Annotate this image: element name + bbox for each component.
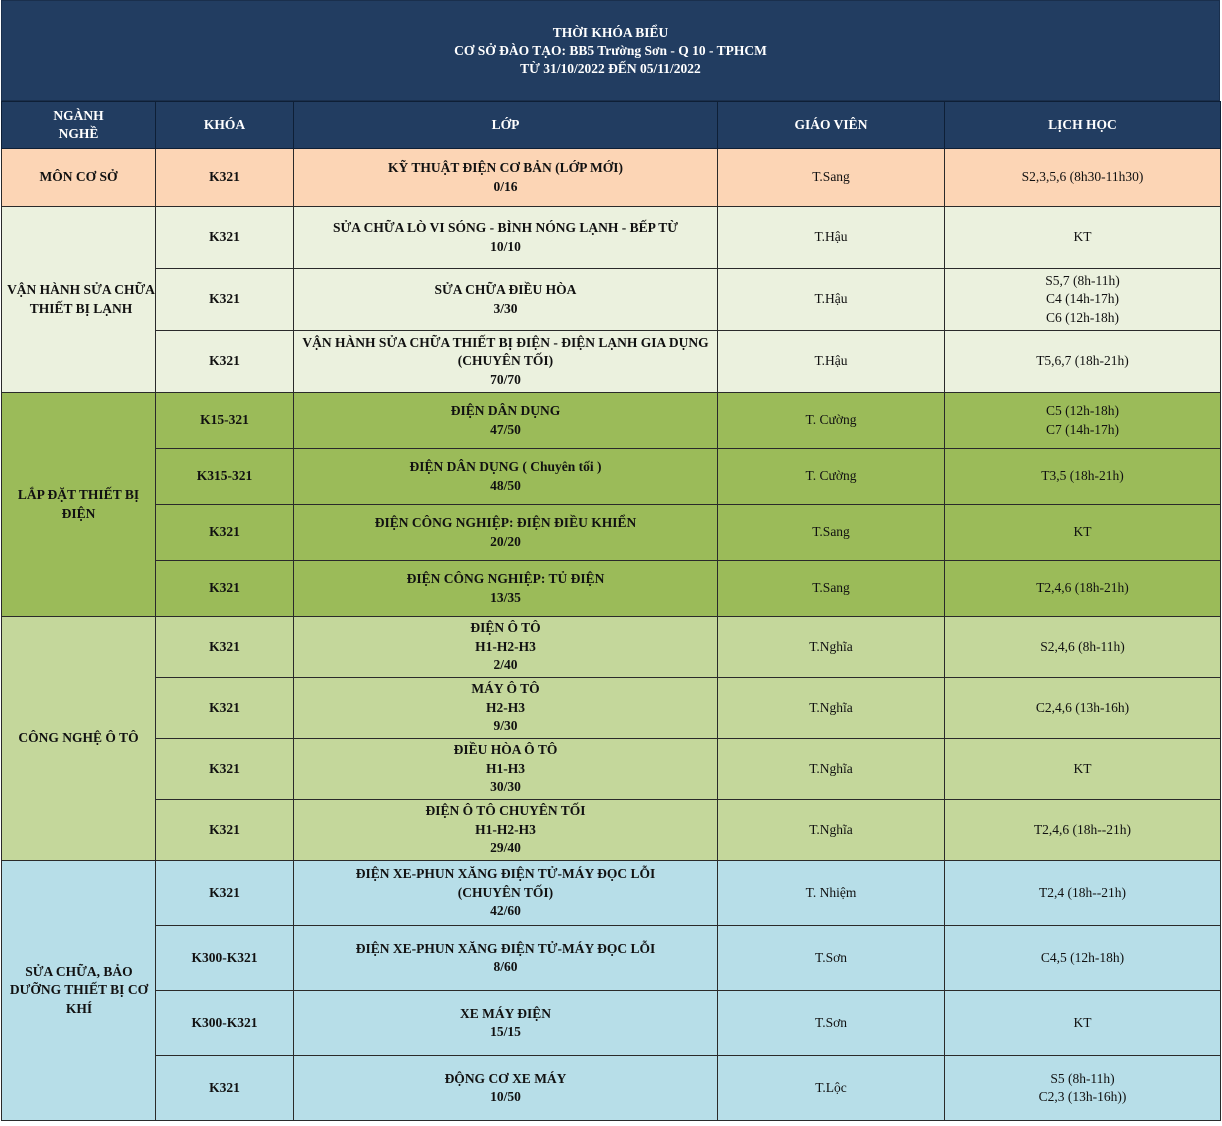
class-name-line: (CHUYÊN TỐI) <box>457 884 554 900</box>
khoa-cell: K300-K321 <box>156 926 294 991</box>
schedule-line: S5,7 (8h-11h) <box>1045 272 1120 288</box>
class-cell <box>294 393 718 449</box>
class-name-line: ĐIỆN XE-PHUN XĂNG ĐIỆN TỬ-MÁY ĐỌC LỖI <box>355 940 656 956</box>
khoa-cell: K321 <box>156 561 294 617</box>
class-enrollment: 9/30 <box>493 718 518 734</box>
table-row <box>2 926 1221 991</box>
class-enrollment: 3/30 <box>493 300 518 316</box>
class-name-line: ĐIỆN Ô TÔ CHUYÊN TỐI <box>425 803 586 819</box>
khoa-cell: K321 <box>156 505 294 561</box>
table-row <box>2 1056 1221 1121</box>
teacher-cell: T.Sang <box>718 561 945 617</box>
class-name-line: ĐIỆN CÔNG NGHIỆP: ĐIỆN ĐIỀU KHIỂN <box>374 515 637 530</box>
schedule-line: S2,4,6 (8h-11h) <box>1040 638 1125 654</box>
teacher-cell: T.Nghĩa <box>718 739 945 800</box>
khoa-cell: K321 <box>156 1056 294 1121</box>
class-enrollment: 0/16 <box>493 178 518 194</box>
schedule-line: KT <box>1073 760 1092 776</box>
table-row <box>2 561 1221 617</box>
schedule-cell <box>945 861 1221 926</box>
table-row <box>2 861 1221 926</box>
teacher-cell: T.Sơn <box>718 926 945 991</box>
table-row <box>2 678 1221 739</box>
teacher-cell: T.Sang <box>718 505 945 561</box>
khoa-cell: K315-321 <box>156 449 294 505</box>
class-name-line: SỬA CHỮA ĐIỀU HÒA <box>434 282 577 297</box>
column-header-lichhoc: LỊCH HỌC <box>945 102 1221 149</box>
class-name-line: H2-H3 <box>486 699 525 715</box>
table-row <box>2 393 1221 449</box>
class-enrollment: 15/15 <box>490 1024 521 1039</box>
class-enrollment: 70/70 <box>490 371 521 387</box>
schedule-cell <box>945 331 1221 393</box>
teacher-cell: T.Lộc <box>718 1056 945 1121</box>
schedule-cell <box>945 505 1221 561</box>
schedule-line: C2,4,6 (13h-16h) <box>1035 699 1130 715</box>
class-cell <box>294 449 718 505</box>
class-name-line: ĐIỆN CÔNG NGHIỆP: TỦ ĐIỆN <box>406 571 605 586</box>
teacher-cell: T.Hậu <box>718 207 945 269</box>
column-header-nganh-label: NGÀNH NGHỀ <box>53 107 104 141</box>
khoa-cell: K321 <box>156 861 294 926</box>
teacher-cell: T.Nghĩa <box>718 800 945 861</box>
column-header-lop: LỚP <box>294 102 718 149</box>
khoa-cell: K321 <box>156 331 294 393</box>
table-row <box>2 331 1221 393</box>
class-enrollment: 10/10 <box>490 238 521 254</box>
table-row <box>2 207 1221 269</box>
group-name-cell <box>2 617 156 861</box>
group-name: MÔN CƠ SỞ <box>39 169 118 185</box>
schedule-line: C4 (14h-17h) <box>1045 291 1120 307</box>
schedule-cell <box>945 207 1221 269</box>
table-row <box>2 269 1221 331</box>
khoa-cell: K321 <box>156 269 294 331</box>
column-header-nganh <box>2 102 156 149</box>
schedule-line: T2,4,6 (18h-21h) <box>1036 580 1129 596</box>
class-cell <box>294 678 718 739</box>
class-name-line: VẬN HÀNH SỬA CHỮA THIẾT BỊ ĐIỆN - ĐIỆN LẠNH GIA DỤNG <box>302 334 709 350</box>
schedule-cell <box>945 149 1221 207</box>
class-cell <box>294 991 718 1056</box>
khoa-cell: K321 <box>156 678 294 739</box>
class-cell <box>294 149 718 207</box>
schedule-line: C5 (12h-18h) <box>1045 403 1120 418</box>
class-cell <box>294 800 718 861</box>
table-row <box>2 739 1221 800</box>
class-cell <box>294 505 718 561</box>
schedule-cell <box>945 1056 1221 1121</box>
teacher-cell: T. Cường <box>718 393 945 449</box>
schedule-cell <box>945 678 1221 739</box>
column-header-khoa: KHÓA <box>156 102 294 149</box>
khoa-cell: K300-K321 <box>156 991 294 1056</box>
class-enrollment: 13/35 <box>490 589 521 605</box>
group-name-cell <box>2 207 156 393</box>
schedule-line: T5,6,7 (18h-21h) <box>1036 353 1129 369</box>
schedule-line: T3,5 (18h-21h) <box>1041 468 1124 484</box>
class-cell <box>294 207 718 269</box>
class-enrollment: 48/50 <box>490 477 521 493</box>
class-name-line: ĐIỆN Ô TÔ <box>470 620 541 636</box>
schedule-cell <box>945 393 1221 449</box>
schedule-line: T2,4,6 (18h--21h) <box>1033 821 1132 837</box>
class-name-line: ĐIỀU HÒA Ô TÔ <box>453 742 558 758</box>
timetable-body <box>2 149 1221 1121</box>
table-row <box>2 505 1221 561</box>
teacher-cell: T.Hậu <box>718 269 945 331</box>
class-name-line: ĐIỆN DÂN DỤNG ( Chuyên tối ) <box>409 459 602 474</box>
class-name-line: ĐIỆN XE-PHUN XĂNG ĐIỆN TỬ-MÁY ĐỌC LỖI <box>355 866 656 882</box>
class-enrollment: 42/60 <box>490 903 521 919</box>
class-cell <box>294 561 718 617</box>
class-enrollment: 2/40 <box>493 657 518 673</box>
class-name-line: H1-H2-H3 <box>475 638 536 654</box>
class-enrollment: 47/50 <box>490 421 521 437</box>
schedule-cell <box>945 926 1221 991</box>
column-header-giaovien: GIÁO VIÊN <box>718 102 945 149</box>
class-name-line: XE MÁY ĐIỆN <box>460 1005 551 1021</box>
timetable-banner <box>1 0 1220 101</box>
period-line: TỪ 31/10/2022 ĐẾN 05/11/2022 <box>520 61 701 76</box>
class-cell <box>294 269 718 331</box>
schedule-cell <box>945 269 1221 331</box>
teacher-cell: T.Hậu <box>718 331 945 393</box>
teacher-cell: T.Nghĩa <box>718 678 945 739</box>
table-row <box>2 617 1221 678</box>
khoa-cell: K15-321 <box>156 393 294 449</box>
table-row <box>2 991 1221 1056</box>
teacher-cell: T.Sơn <box>718 991 945 1056</box>
class-name-line: SỬA CHỮA LÒ VI SÓNG - BÌNH NÓNG LẠNH - BẾP TỪ <box>333 220 678 235</box>
class-cell <box>294 861 718 926</box>
schedule-cell <box>945 739 1221 800</box>
class-cell <box>294 1056 718 1121</box>
class-name-line: H1-H2-H3 <box>475 821 536 837</box>
schedule-cell <box>945 449 1221 505</box>
schedule-line: C2,3 (13h-16h)) <box>1038 1089 1127 1104</box>
schedule-line: S2,3,5,6 (8h30-11h30) <box>1021 169 1144 185</box>
table-row <box>2 449 1221 505</box>
schedule-line: C7 (14h-17h) <box>1045 421 1120 437</box>
group-name-cell <box>2 393 156 617</box>
class-name-line: (CHUYÊN TỐI) <box>457 353 554 369</box>
class-cell <box>294 739 718 800</box>
class-name-line: ĐỘNG CƠ XE MÁY <box>444 1070 567 1086</box>
schedule-line: KT <box>1073 524 1092 540</box>
class-enrollment: 29/40 <box>490 840 521 856</box>
table-row <box>2 800 1221 861</box>
khoa-cell: K321 <box>156 800 294 861</box>
schedule-cell <box>945 617 1221 678</box>
teacher-cell: T.Sang <box>718 149 945 207</box>
group-name-cell <box>2 861 156 1121</box>
group-name: LẮP ĐẶT THIẾT BỊ ĐIỆN <box>17 487 140 521</box>
class-enrollment: 30/30 <box>490 779 521 795</box>
class-name-line: MÁY Ô TÔ <box>471 681 540 697</box>
group-name: SỬA CHỮA, BẢO DƯỠNG THIẾT BỊ CƠ KHÍ <box>9 963 149 1016</box>
group-name: VẬN HÀNH SỬA CHỮA THIẾT BỊ LẠNH <box>7 282 155 316</box>
class-name-line: KỸ THUẬT ĐIỆN CƠ BẢN (LỚP MỚI) <box>387 160 624 175</box>
class-enrollment: 20/20 <box>490 533 521 549</box>
khoa-cell: K321 <box>156 617 294 678</box>
table-row <box>2 149 1221 207</box>
khoa-cell: K321 <box>156 149 294 207</box>
schedule-line: C4,5 (12h-18h) <box>1040 949 1125 965</box>
group-name: CÔNG NGHỆ Ô TÔ <box>18 730 139 746</box>
header-row <box>2 102 1221 149</box>
schedule-line: KT <box>1073 229 1092 245</box>
group-name-cell <box>2 149 156 207</box>
schedule-cell <box>945 991 1221 1056</box>
class-cell <box>294 331 718 393</box>
class-enrollment: 8/60 <box>493 959 518 974</box>
teacher-cell: T. Cường <box>718 449 945 505</box>
teacher-cell: T.Nghĩa <box>718 617 945 678</box>
class-name-line: H1-H3 <box>486 760 525 776</box>
class-cell <box>294 926 718 991</box>
class-cell <box>294 617 718 678</box>
schedule-line: C6 (12h-18h) <box>1045 309 1120 325</box>
schedule-line: S5 (8h-11h) <box>1050 1070 1115 1086</box>
schedule-line: T2,4 (18h--21h) <box>1039 884 1126 900</box>
khoa-cell: K321 <box>156 207 294 269</box>
schedule-cell <box>945 561 1221 617</box>
class-enrollment: 10/50 <box>490 1089 521 1104</box>
class-name-line: ĐIỆN DÂN DỤNG <box>450 403 561 418</box>
schedule-cell <box>945 800 1221 861</box>
timetable-table <box>1 101 1221 1121</box>
schedule-line: KT <box>1073 1014 1092 1030</box>
campus-line: CƠ SỞ ĐÀO TẠO: BB5 Trường Sơn - Q 10 - TPHCM <box>454 43 767 58</box>
teacher-cell: T. Nhiệm <box>718 861 945 926</box>
khoa-cell: K321 <box>156 739 294 800</box>
timetable-title: THỜI KHÓA BIỂU <box>552 25 669 40</box>
